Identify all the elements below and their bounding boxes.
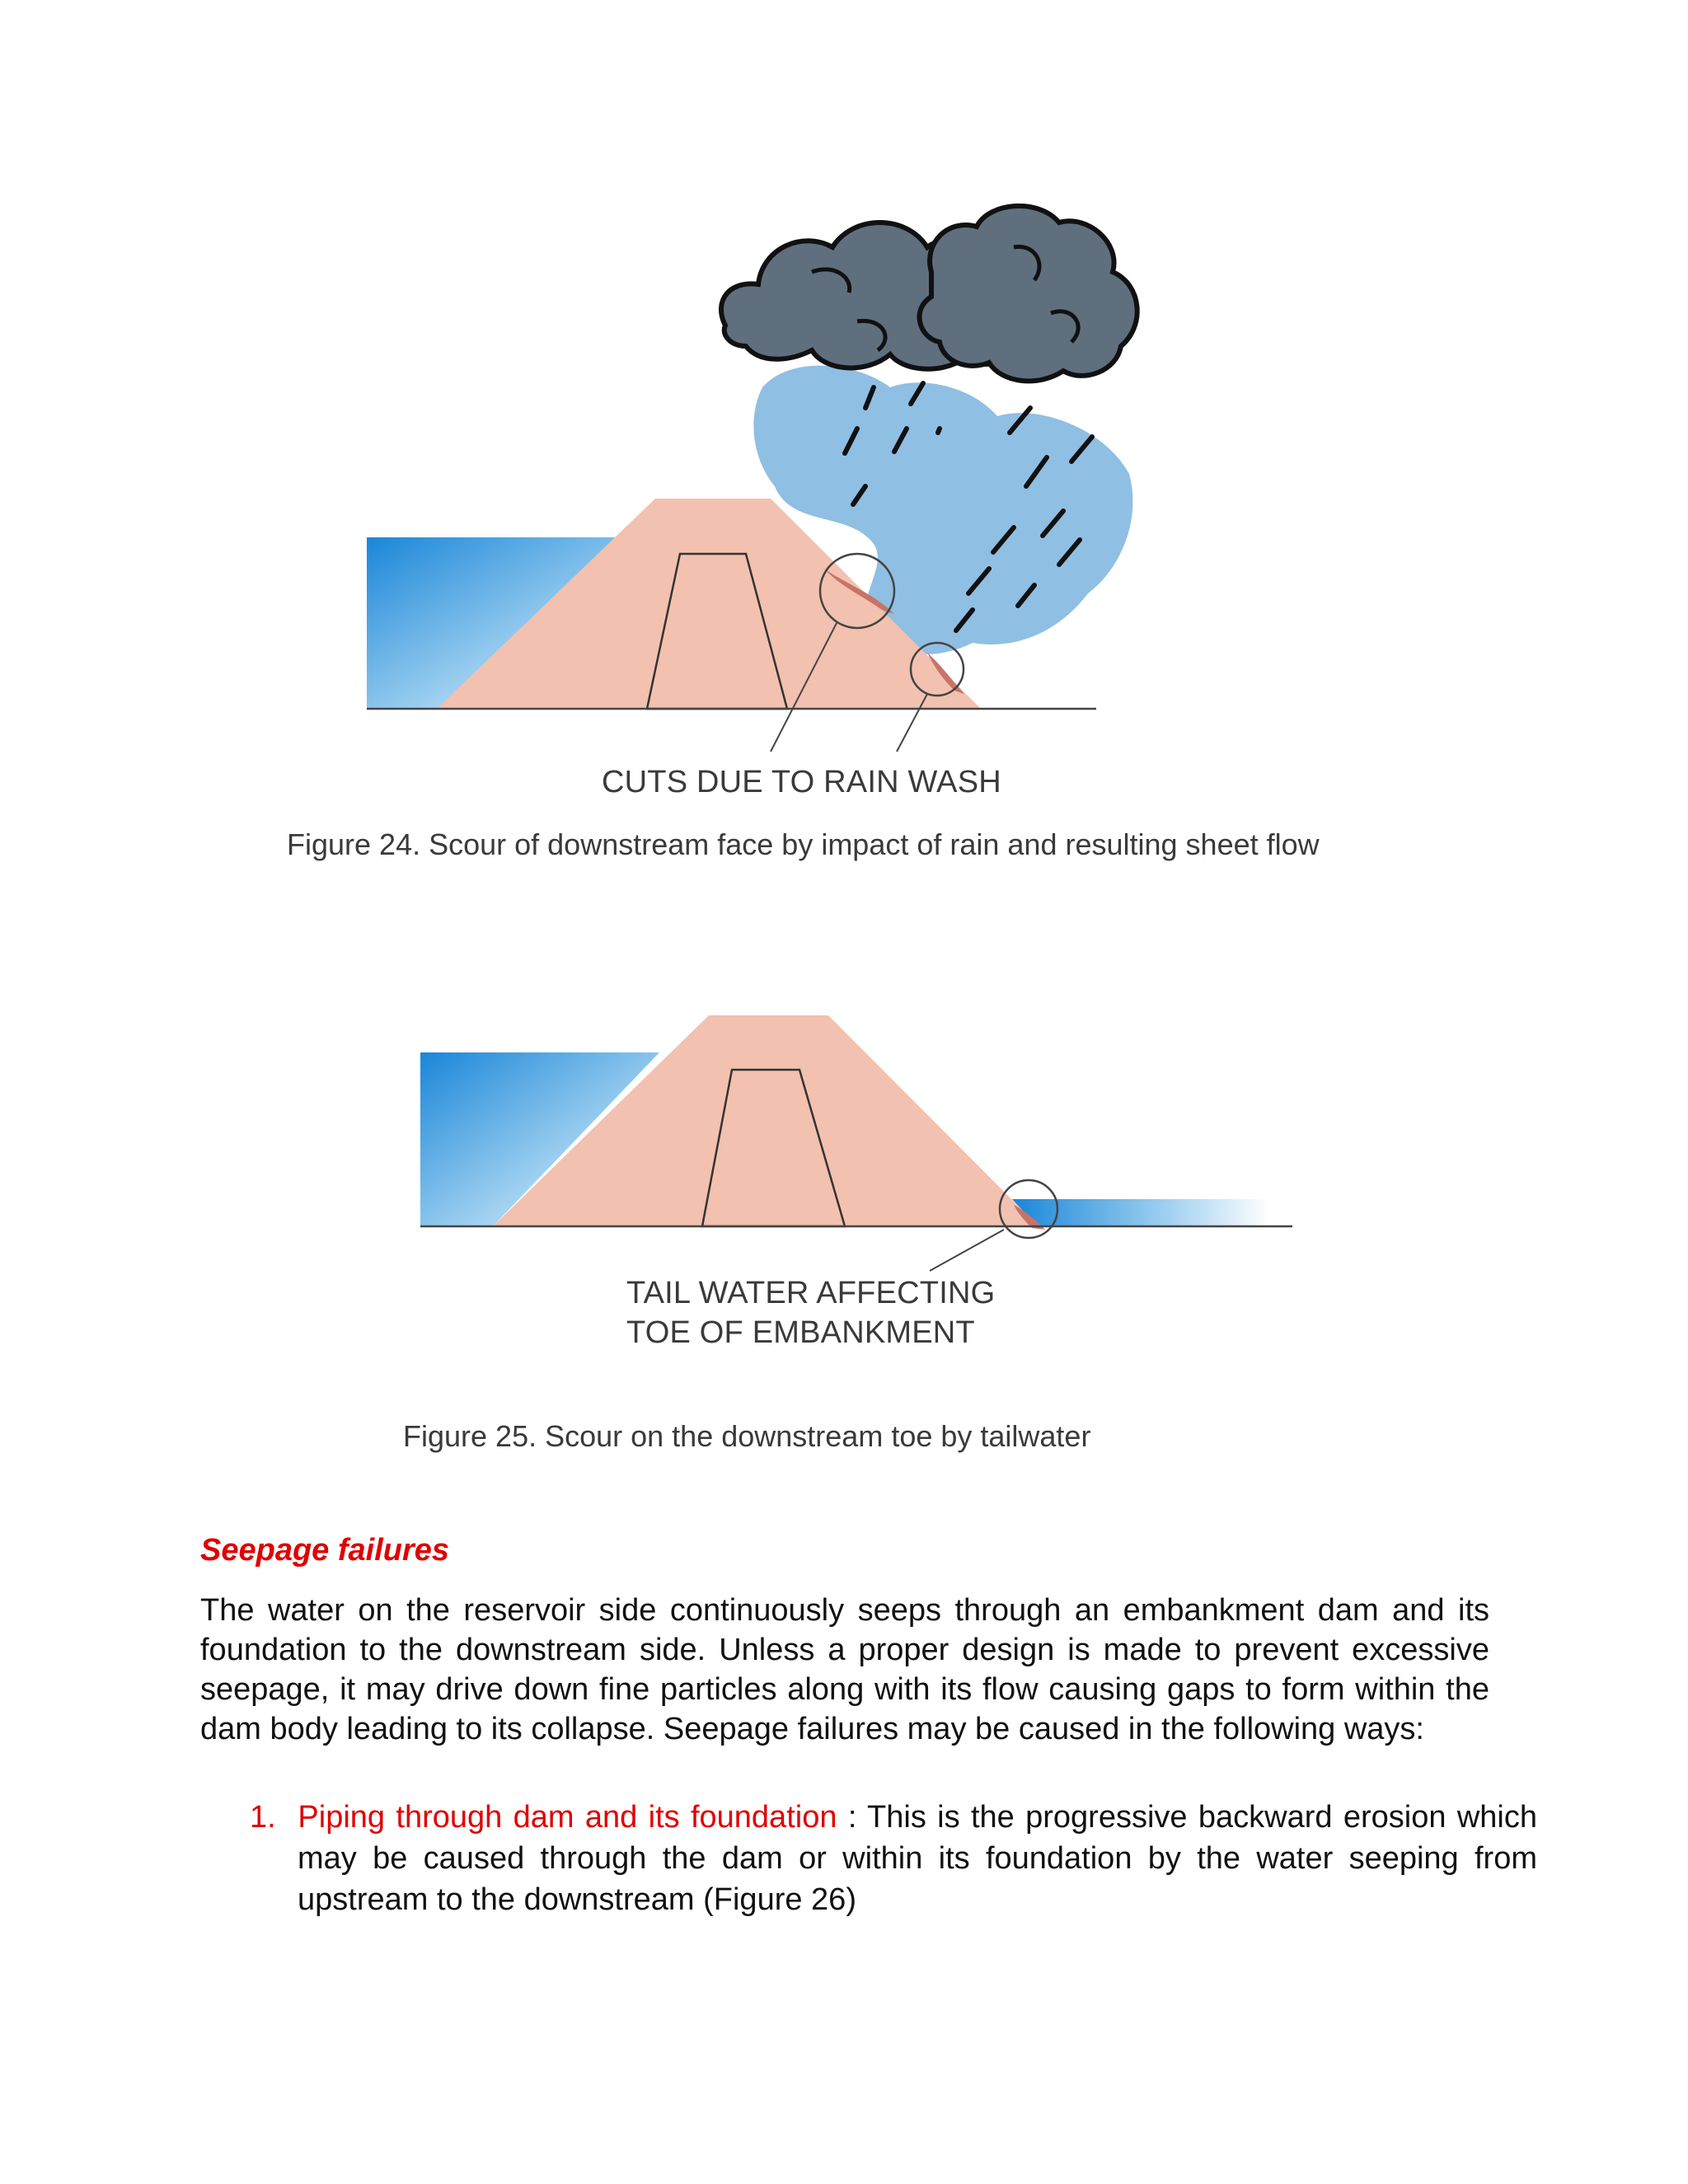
- section-heading: Seepage failures: [200, 1533, 450, 1568]
- list-item: [250, 1797, 1537, 1920]
- list-item-number: 1.: [250, 1800, 276, 1835]
- figure-25-label-line1: TAIL WATER AFFECTING: [626, 1276, 996, 1310]
- list-item-title: Piping through dam and its foundation: [298, 1800, 837, 1835]
- figure-24-caption: Figure 24. Scour of downstream face by impact of rain and resulting sheet flow: [287, 827, 1320, 861]
- tail-water: [1012, 1199, 1269, 1226]
- figure-25-label-line2: TOE OF EMBANKMENT: [626, 1315, 975, 1350]
- list-item-text: : This is the progressive backward erosion which may be caused through the dam or within its foundation by the water seeping from upstream to the downstream (Figure 26): [298, 1800, 1537, 1917]
- section-paragraph: The water on the reservoir side continuously seeps through an embankment dam and its foundation to the downstream side. Unless a proper design is made to prevent excessive seepage, it may drive down fine particles along with its flow causing gaps to form within the dam body leading to its collapse. Seepage failures may be caused in the following ways:: [200, 1593, 1489, 1746]
- figure-24-label: CUTS DUE TO RAIN WASH: [602, 765, 1001, 799]
- figure-25-caption: Figure 25. Scour on the downstream toe by tailwater: [403, 1419, 1091, 1453]
